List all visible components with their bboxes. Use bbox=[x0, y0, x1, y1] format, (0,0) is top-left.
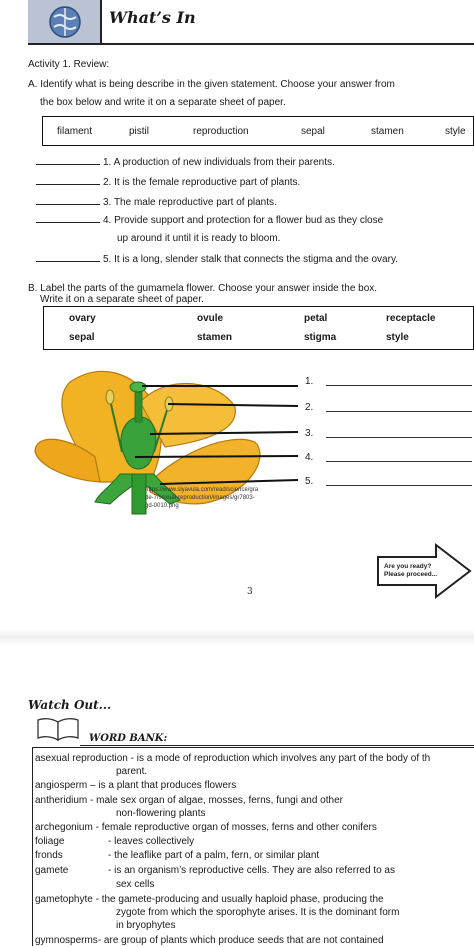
label-3: 3. bbox=[305, 428, 314, 439]
word-entry-gametophyte: gametophyte - the gamete-producing and usually haploid phase, producing the bbox=[35, 894, 384, 905]
page-number: 3 bbox=[247, 587, 253, 597]
label-2: 2. bbox=[305, 402, 314, 413]
label-1-blank bbox=[326, 385, 472, 386]
word-bank-title: WORD BANK: bbox=[89, 733, 168, 744]
word-entry-gametophyte-cont: zygote from which the sporophyte arises. It is the dominant form bbox=[116, 907, 400, 918]
activity-title: Activity 1. Review: bbox=[28, 59, 110, 70]
label-3-blank bbox=[326, 437, 472, 438]
answer-blank bbox=[36, 155, 100, 165]
word-entry-fronds-def: - the leaflike part of a palm, fern, or similar plant bbox=[108, 850, 320, 861]
watch-out-title: Watch Out... bbox=[28, 698, 112, 712]
header-banner bbox=[0, 0, 474, 44]
label-4: 4. bbox=[305, 452, 314, 463]
word-entry-asexual-cont: parent. bbox=[116, 766, 148, 777]
proceed-text: Are you ready? Please proceed... bbox=[384, 563, 438, 578]
word-entry-archegonium: archegonium - female reproductive organ of mosses, ferns and other conifers bbox=[35, 822, 377, 833]
question-item-3: 3. The male reproductive part of plants. bbox=[36, 195, 277, 209]
question-item-4: 4. Provide support and protection for a flower bud as they close bbox=[36, 213, 383, 227]
word-entry-gamete-cont: sex cells bbox=[116, 879, 155, 890]
word-entry-foliage: foliage bbox=[35, 836, 65, 847]
puzzle-globe-icon bbox=[48, 5, 82, 39]
header-underline bbox=[28, 43, 474, 45]
part-a-instruction-2: the box below and write it on a separate sheet of paper. bbox=[40, 97, 286, 108]
label-5: 5. bbox=[305, 476, 314, 487]
label-5-blank bbox=[326, 485, 472, 486]
word-entry-antheridium: antheridium - male sex organ of algae, mosses, ferns, fungi and other bbox=[35, 795, 343, 806]
receptacle-stem bbox=[132, 474, 146, 514]
choice-stamen-b: stamen bbox=[197, 332, 233, 343]
word-entry-gymnosperms: gymnosperms- are group of plants which produce seeds that are not contained bbox=[35, 935, 384, 946]
word-entry-gamete-def: - is an organism’s reproductive cells. They are also referred to as bbox=[108, 865, 395, 876]
ovary-body bbox=[121, 417, 156, 469]
answer-blank bbox=[36, 213, 100, 223]
choice-reproduction: reproduction bbox=[193, 126, 249, 137]
choice-sepal-b: sepal bbox=[69, 332, 95, 343]
label-1: 1. bbox=[305, 376, 314, 387]
question-item-1: 1. A production of new individuals from their parents. bbox=[36, 155, 335, 169]
part-a-choice-box bbox=[42, 116, 474, 146]
part-b-choice-box bbox=[43, 306, 474, 350]
word-entry-foliage-def: - leaves collectively bbox=[108, 836, 195, 847]
word-entry-angiosperm: angiosperm – is a plant that produces flowers bbox=[35, 780, 237, 791]
anther-left bbox=[106, 390, 114, 404]
word-entry-gametophyte-cont2: in bryophytes bbox=[116, 920, 176, 931]
choice-petal: petal bbox=[304, 313, 328, 324]
choice-style-b: style bbox=[386, 332, 409, 343]
word-entry-fronds: fronds bbox=[35, 850, 63, 861]
label-4-blank bbox=[326, 461, 472, 462]
choice-stigma: stigma bbox=[304, 332, 337, 343]
choice-filament: filament bbox=[57, 126, 93, 137]
answer-blank bbox=[36, 175, 100, 185]
word-bank-rule bbox=[80, 745, 474, 746]
choice-pistil: pistil bbox=[129, 126, 150, 137]
open-book-icon bbox=[36, 716, 80, 742]
header-divider-vertical bbox=[100, 0, 102, 44]
part-b-instruction-1: B. Label the parts of the gumamela flower. Choose your answer inside the box. bbox=[28, 283, 378, 294]
question-item-4-cont: up around it until it is ready to bloom. bbox=[117, 233, 281, 244]
choice-sepal: sepal bbox=[301, 126, 325, 137]
choice-ovary: ovary bbox=[69, 313, 96, 324]
label-2-blank bbox=[326, 411, 472, 412]
part-b-instruction-2: Write it on a separate sheet of paper. bbox=[40, 294, 204, 305]
page-title: What’s In bbox=[109, 8, 196, 27]
question-item-5: 5. It is a long, slender stalk that connects the stigma and the ovary. bbox=[36, 252, 398, 266]
image-source-caption: https://www.siyavula.com/read/science/gra de-7/sexual-reproduction/images/gr7803- gd-0010.png bbox=[145, 487, 259, 509]
word-entry-antheridium-cont: non-flowering plants bbox=[116, 808, 206, 819]
word-entry-asexual: asexual reproduction - is a mode of reproduction which involves any part of the body of th bbox=[35, 753, 431, 764]
page-separator bbox=[0, 630, 474, 644]
word-entry-gamete: gamete bbox=[35, 865, 69, 876]
choice-ovule: ovule bbox=[197, 313, 224, 324]
answer-blank bbox=[36, 252, 100, 262]
question-item-2: 2. It is the female reproductive part of plants. bbox=[36, 175, 300, 189]
part-a-instruction-1: A. Identify what is being describe in the given statement. Choose your answer from bbox=[28, 79, 395, 90]
choice-receptacle: receptacle bbox=[386, 313, 436, 324]
choice-stamen: stamen bbox=[371, 126, 404, 137]
header-logo bbox=[28, 0, 100, 44]
answer-blank bbox=[36, 195, 100, 205]
choice-style: style bbox=[445, 126, 466, 137]
